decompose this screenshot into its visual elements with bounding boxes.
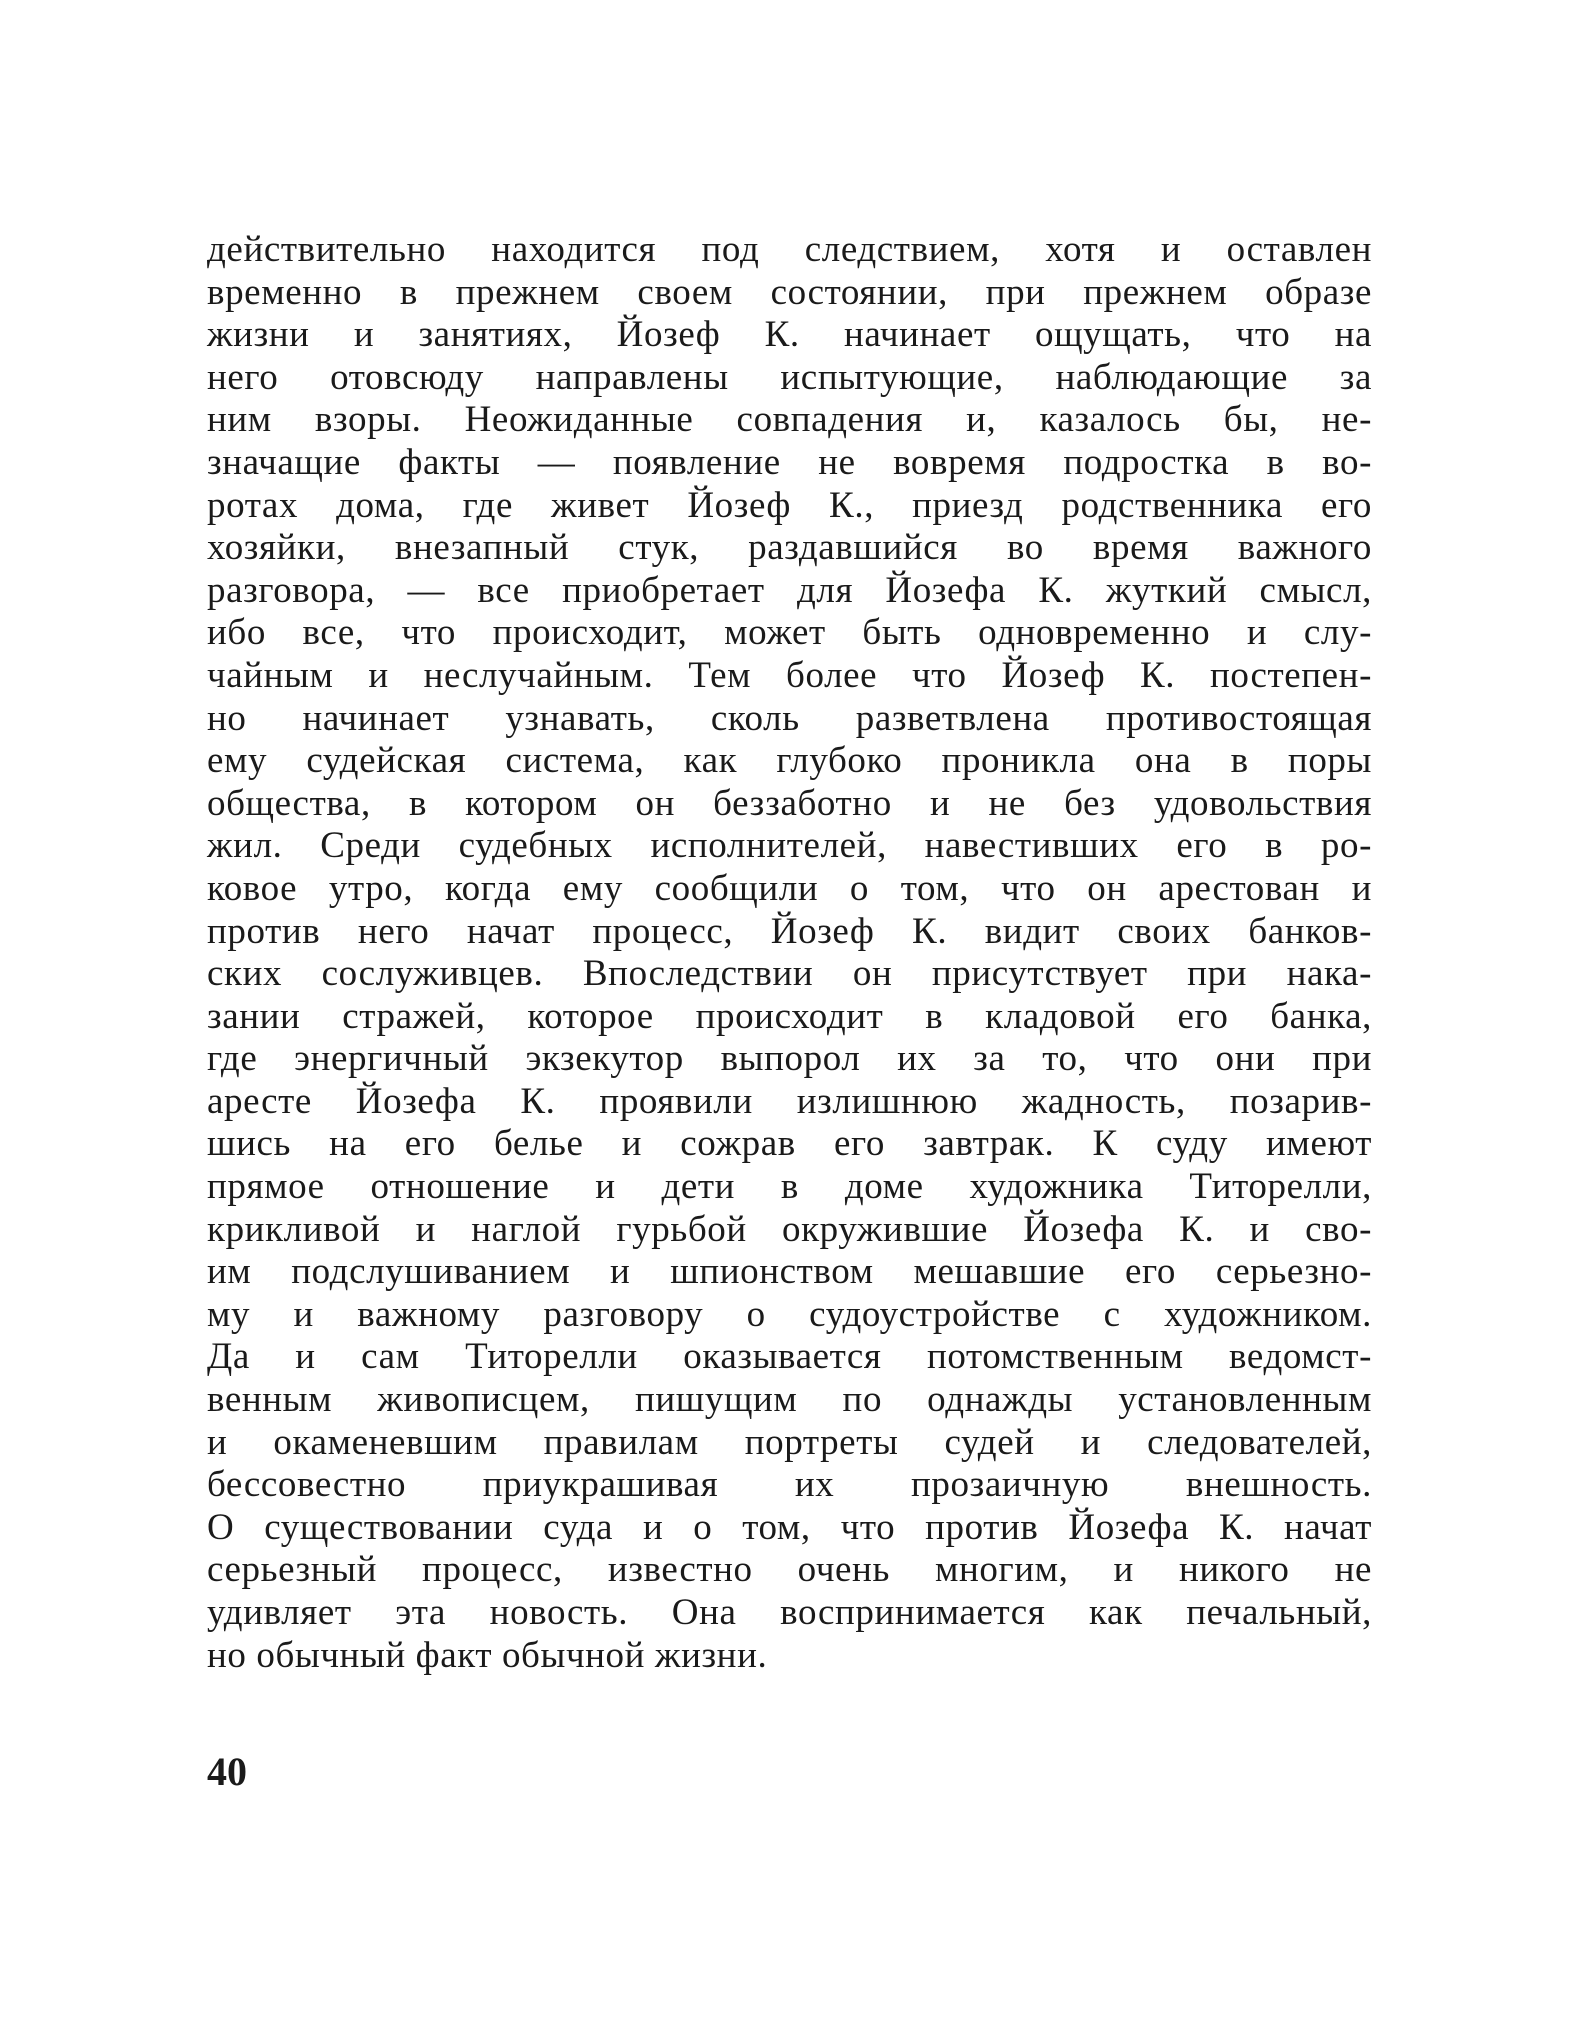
text-line: Да и сам Титорелли оказывается потомственным ведомст-	[207, 1336, 1372, 1378]
text-line: им подслушиванием и шпионством мешавшие его серьезно-	[207, 1251, 1372, 1293]
text-line: шись на его белье и сожрав его завтрак. К суду имеют	[207, 1123, 1372, 1165]
text-line: но обычный факт обычной жизни.	[207, 1634, 768, 1676]
text-line: против него начат процесс, Йозеф К. видит своих банков-	[207, 910, 1372, 952]
text-line: чайным и неслучайным. Тем более что Йозеф К. постепен-	[207, 654, 1372, 696]
text-line: ротах дома, где живет Йозеф К., приезд родственника его	[207, 484, 1372, 526]
text-line: действительно находится под следствием, хотя и оставлен	[207, 229, 1372, 270]
text-line: разговора, — все приобретает для Йозефа К. жуткий смысл,	[207, 569, 1372, 611]
page-number: 40	[207, 1749, 247, 1794]
body-text	[207, 229, 1372, 1677]
text-line: крикливой и наглой гурьбой окружившие Йозефа К. и сво-	[207, 1208, 1372, 1250]
text-line: ских сослуживцев. Впоследствии он присутствует при нака-	[207, 953, 1372, 995]
text-line: хозяйки, внезапный стук, раздавшийся во время важного	[207, 527, 1372, 569]
text-line: удивляет эта новость. Она воспринимается как печальный,	[207, 1592, 1372, 1633]
text-line: ковое утро, когда ему сообщили о том, что он арестован и	[207, 867, 1372, 909]
text-line: зании стражей, которое происходит в кладовой его банка,	[207, 995, 1372, 1037]
text-line: венным живописцем, пишущим по однажды установленным	[207, 1379, 1372, 1421]
text-line: жил. Среди судебных исполнителей, навестивших его в ро-	[207, 825, 1372, 867]
text-line: аресте Йозефа К. проявили излишнюю жадность, позарив-	[207, 1080, 1372, 1122]
text-line: но начинает узнавать, сколь разветвлена противостоящая	[207, 697, 1372, 739]
text-line: О существовании суда и о том, что против Йозефа К. начат	[207, 1506, 1372, 1548]
text-line: жизни и занятиях, Йозеф К. начинает ощущать, что на	[207, 314, 1372, 356]
text-line: общества, в котором он беззаботно и не без удовольствия	[207, 782, 1372, 824]
text-line: ним взоры. Неожиданные совпадения и, казалось бы, не-	[207, 399, 1372, 441]
text-line: ему судейская система, как глубоко проникла она в поры	[207, 740, 1372, 782]
text-line: временно в прежнем своем состоянии, при прежнем образе	[207, 271, 1372, 313]
text-line: ибо все, что происходит, может быть одновременно и слу-	[207, 612, 1372, 654]
text-line: бессовестно приукрашивая их прозаичную внешность.	[207, 1464, 1372, 1506]
text-line: му и важному разговору о судоустройстве с художником.	[207, 1293, 1372, 1335]
text-line: серьезный процесс, известно очень многим, и никого не	[207, 1549, 1372, 1591]
text-line: прямое отношение и дети в доме художника Титорелли,	[207, 1166, 1372, 1208]
text-line: него отовсюду направлены испытующие, наблюдающие за	[207, 356, 1372, 398]
text-line: где энергичный экзекутор выпорол их за то, что они при	[207, 1038, 1372, 1080]
text-line: и окаменевшим правилам портреты судей и следователей,	[207, 1421, 1372, 1463]
text-line: значащие факты — появление не вовремя подростка в во-	[207, 441, 1372, 483]
